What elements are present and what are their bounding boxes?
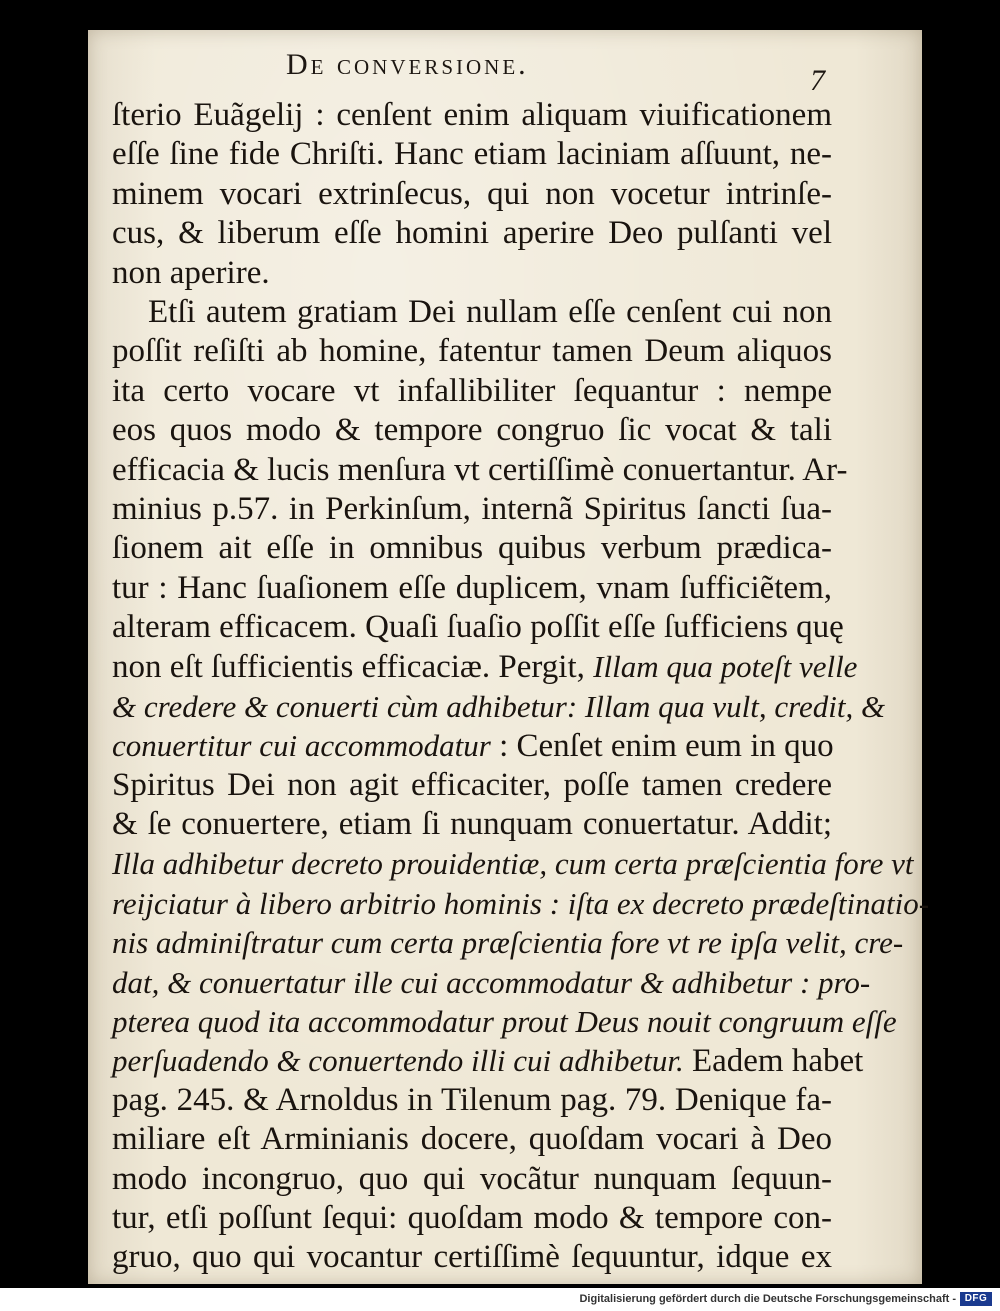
text-line-mixed xyxy=(112,647,858,686)
italic-line: pterea quod ita accommodatur prout Deus nouit congruum eſſe xyxy=(112,1003,897,1039)
text-line: Spiritus Dei non agit efficaciter, poſſe tamen credere xyxy=(112,766,832,803)
text-line: ſterio Euãgelij : cenſent enim aliquam viuificationem xyxy=(112,97,832,133)
text-line: eos quos modo & tempore congruo ſic vocat & tali xyxy=(112,412,832,449)
roman-segment: : Cenſet enim eum in quo xyxy=(499,728,834,765)
text-line: & ſe conuertere, etiam ſi nunquam conuertatur. Addit; xyxy=(112,806,832,843)
text-line: efficacia & lucis menſura vt certiſſimè conuertantur. Ar- xyxy=(112,451,848,488)
text-line: pag. 245. & Arnoldus in Tilenum pag. 79. Denique fa- xyxy=(112,1081,832,1118)
text-line-mixed xyxy=(112,726,832,765)
italic-line: & credere & conuerti cùm adhibetur: Illam qua vult, credit, & xyxy=(112,688,886,724)
book-page xyxy=(88,30,930,1284)
text-line: miliare eſt Arminianis docere, quoſdam vocari à Deo xyxy=(112,1121,832,1158)
text-line: tur, etſi poſſunt ſequi: quoſdam modo & tempore con- xyxy=(112,1199,832,1236)
dfg-logo: DFG xyxy=(960,1292,992,1306)
text-line: poſſit reſiſti ab homine, fatentur tamen Deum aliquos xyxy=(112,333,832,370)
text-line: ita certo vocare vt infallibiliter ſequantur : nempe xyxy=(112,372,832,409)
roman-segment: non eſt ſufficientis efficaciæ. Pergit, xyxy=(112,649,585,686)
page-number: 7 xyxy=(810,64,825,97)
digitization-footer xyxy=(0,1288,1000,1311)
italic-segment: perſuadendo & conuertendo illi cui adhibetur. xyxy=(112,1043,684,1079)
text-line: ſionem ait eſſe in omnibus quibus verbum prædica- xyxy=(112,530,832,567)
italic-line: nis adminiſtratur cum certa præſcientia fore vt re ipſa velit, cre- xyxy=(112,925,904,961)
text-line: minem vocari extrinſecus, qui non vocetur intrinſe- xyxy=(112,175,832,212)
running-head: De conversione. xyxy=(286,48,529,81)
text-line: alteram efficacem. Quaſi ſuaſio poſſit eſſe ſufficiens quę xyxy=(112,609,844,646)
roman-segment: Eadem habet xyxy=(691,1043,864,1080)
text-line: eſſe ſine fide Chriſti. Hanc etiam laciniam aſſuunt, ne- xyxy=(112,136,832,173)
text-line: non aperire. xyxy=(112,254,270,291)
body-text xyxy=(112,96,930,1278)
text-line: tur : Hanc ſuaſionem eſſe duplicem, vnam ſufficiẽtem, xyxy=(112,569,832,606)
italic-line: reijciatur à libero arbitrio hominis : iſta ex decreto prædeſtinatio- xyxy=(112,885,930,921)
italic-segment: Illam qua poteſt velle xyxy=(593,649,858,685)
italic-line: Illa adhibetur decreto prouidentiæ, cum certa præſcientia fore vt xyxy=(112,846,914,882)
paragraph-start-line: Etſi autem gratiam Dei nullam eſſe cenſent cui non xyxy=(148,293,832,330)
italic-segment: conuertitur cui accommodatur xyxy=(112,728,491,764)
text-line: modo incongruo, quo qui vocãtur nunquam ſequun- xyxy=(112,1160,832,1197)
text-line: minius p.57. in Perkinſum, internã Spiritus ſancti ſua- xyxy=(112,490,832,527)
text-line: cus, & liberum eſſe homini aperire Deo pulſanti vel xyxy=(112,215,832,252)
italic-line: dat, & conuertatur ille cui accommodatur & adhibetur : pro- xyxy=(112,964,871,1000)
text-line: gruo, quo qui vocantur certiſſimè ſequuntur, idque ex xyxy=(112,1239,832,1276)
text-line-mixed xyxy=(112,1041,864,1080)
funding-credit: Digitalisierung gefördert durch die Deutsche Forschungsgemeinschaft - xyxy=(579,1293,956,1305)
